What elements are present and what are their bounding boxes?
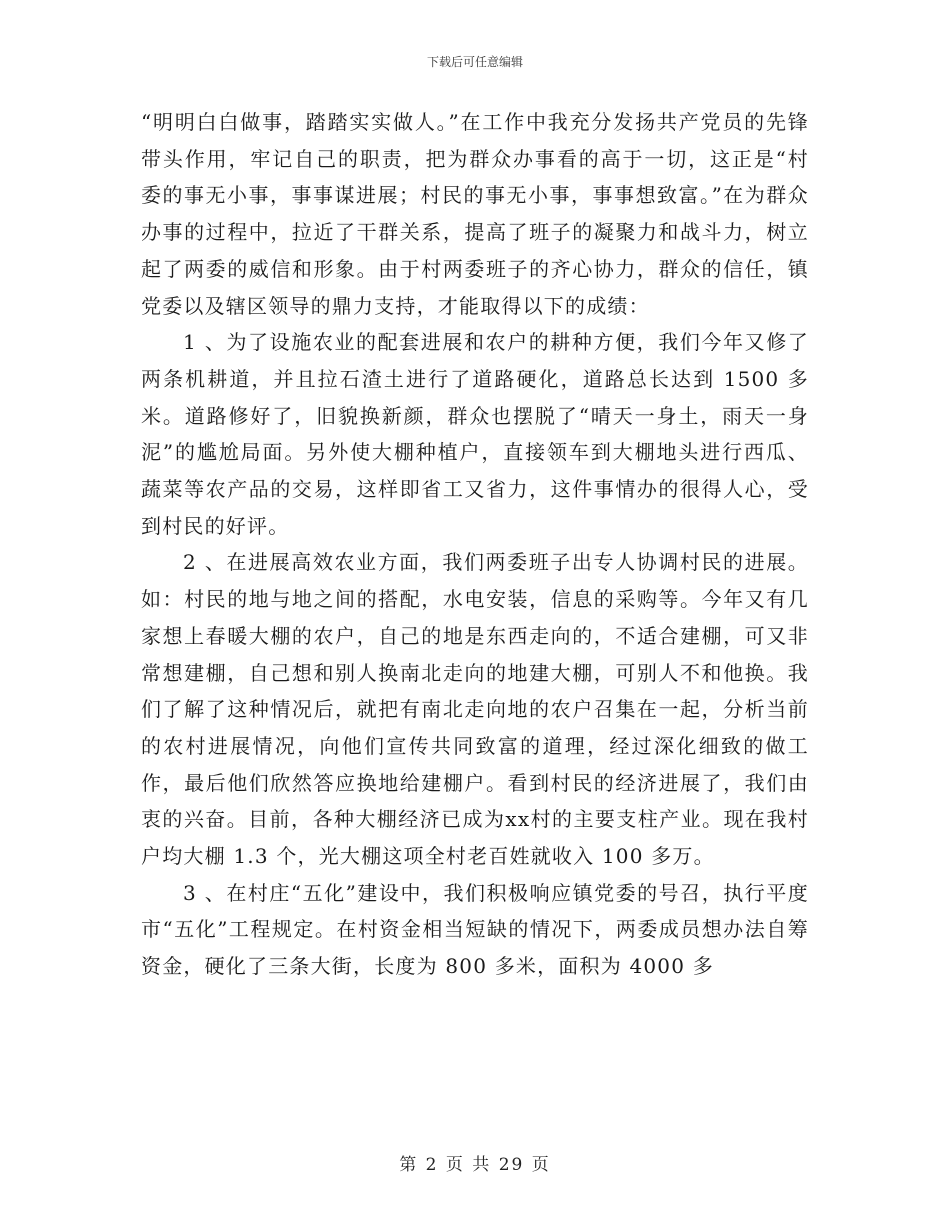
paragraph-item-2: 2 、在进展高效农业方面，我们两委班子出专人协调村民的进展。如：村民的地与地之间的搭配，水电安装，信息的采购等。今年又有几家想上春暖大棚的农户，自己的地是东西走向的，不适合建棚，可又非常想建棚，自己想和别人换南北走向的地建大棚，可别人不和他换。我们了解了这种情况后，就把有南北走向地的农户召集在一起，分析当前的农村进展情况，向他们宣传共同致富的道理，经过深化细致的做工作，最后他们欣然答应换地给建棚户。看到村民的经济进展了，我们由衷的兴奋。目前，各种大棚经济已成为xx村的主要支柱产业。现在我村户均大棚 1.3 个，光大棚这项全村老百姓就收入 100 多万。 <box>141 550 809 869</box>
page-number-footer: 第 2 页 共 29 页 <box>399 1155 551 1175</box>
document-body <box>141 104 809 985</box>
paragraph-item-1: 1 、为了设施农业的配套进展和农户的耕种方便，我们今年又修了两条机耕道，并且拉石渣土进行了道路硬化，道路总长达到 1500 多米。道路修好了，旧貌换新颜，群众也摆脱了“晴天一身土，雨天一身泥”的尴尬局面。另外使大棚种植户，直接领车到大棚地头进行西瓜、蔬菜等农产品的交易，这样即省工又省力，这件事情办的很得人心，受到村民的好评。 <box>141 330 809 538</box>
page-header: 下载后可任意编辑 <box>426 55 523 69</box>
paragraph-intro: “明明白白做事，踏踏实实做人。”在工作中我充分发扬共产党员的先锋带头作用，牢记自己的职责，把为群众办事看的高于一切，这正是“村委的事无小事，事事谋进展；村民的事无小事，事事想致富。”在为群众办事的过程中，拉近了干群关系，提高了班子的凝聚力和战斗力，树立起了两委的威信和形象。由于村两委班子的齐心协力，群众的信任，镇党委以及辖区领导的鼎力支持，才能取得以下的成绩： <box>141 110 809 318</box>
paragraph-item-3: 3 、在村庄“五化”建设中，我们积极响应镇党委的号召，执行平度市“五化”工程规定。在村资金相当短缺的情况下，两委成员想办法自筹资金，硬化了三条大街，长度为 800 多米，面积为 4000 多 <box>141 880 809 979</box>
